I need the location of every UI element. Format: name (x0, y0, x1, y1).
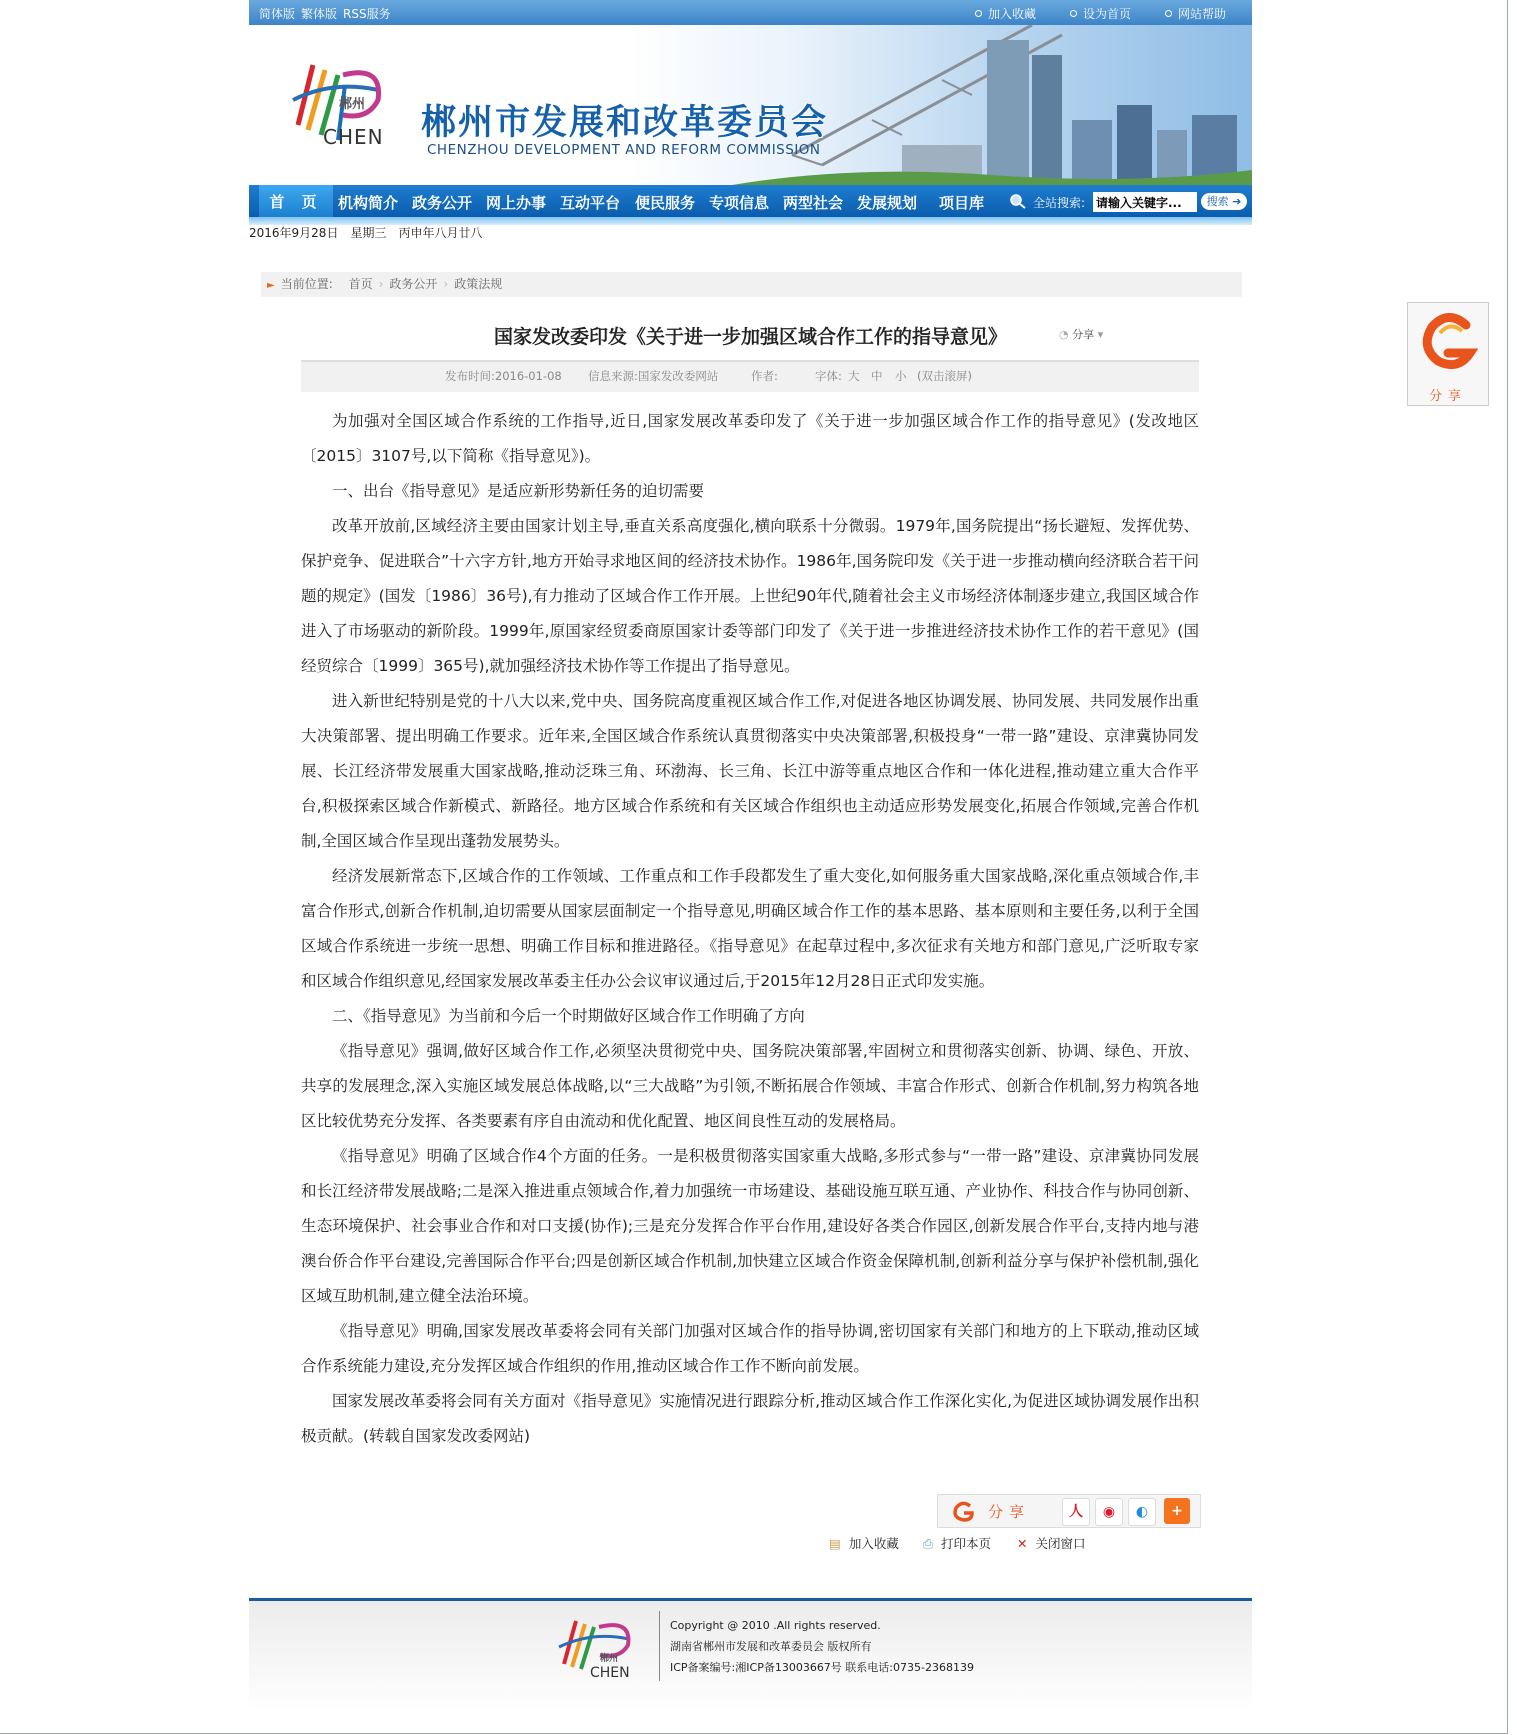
author: 作者: (751, 369, 778, 383)
breadcrumb-arrow-icon: ► (267, 280, 275, 291)
footer-owner: 湖南省郴州市发展和改革委员会 版权所有 (670, 1640, 872, 1653)
main-navigation (249, 185, 1252, 217)
date-lunar: 丙申年八月廿八 (398, 226, 483, 240)
site-help-link[interactable]: 网站帮助 (1165, 7, 1226, 21)
nav-item-convenience[interactable]: 便民服务 (635, 194, 696, 212)
breadcrumb-policy[interactable]: 政策法规 (454, 277, 503, 291)
close-window-tool[interactable] (1017, 1534, 1086, 1552)
renren-share-icon[interactable]: 人 (1062, 1498, 1090, 1526)
search-button-label: 搜索 (1206, 195, 1229, 208)
font-size-small[interactable]: 小 (895, 369, 907, 383)
floating-share-label: 分享 (1428, 389, 1467, 404)
breadcrumb-separator-icon: › (378, 277, 384, 291)
nav-item-special-info[interactable]: 专项信息 (709, 194, 770, 212)
article-paragraph: 《指导意见》明确,国家发展改革委将会同有关部门加强对区域合作的指导协调,密切国家有关部门和地方的上下联动,推动区域合作系统能力建设,充分发挥区域合作组织的作用,推动区域合作工作不断向前发展。 (301, 1322, 1199, 1375)
article-paragraph: 国家发展改革委将会同有关方面对《指导意见》实施情况进行跟踪分析,推动区域合作工作深化实化,为促进区域协调发展作出积极贡献。(转载自国家发改委网站) (301, 1392, 1199, 1445)
logo-english-text: CHEN (323, 125, 384, 149)
breadcrumb-label: 当前位置: (280, 277, 333, 291)
nav-item-online-service[interactable]: 网上办事 (486, 194, 547, 212)
site-subtitle: CHENZHOU DEVELOPMENT AND REFORM COMMISSION (427, 142, 821, 158)
nav-home[interactable]: 首 页 (259, 185, 333, 217)
date-line (249, 225, 1252, 247)
date-weekday: 星期三 (350, 226, 387, 240)
double-click-scroll-hint: (双击滚屏) (917, 369, 972, 383)
traditional-link[interactable]: 繁体版 (301, 7, 338, 21)
search-label: 全站搜索: (1033, 196, 1086, 210)
simplified-link[interactable]: 简体版 (259, 7, 296, 21)
close-window-label: 关闭窗口 (1035, 1536, 1086, 1551)
print-icon: ⎙ (923, 1536, 934, 1551)
share-logo-icon (952, 1500, 976, 1522)
search-icon (1009, 193, 1027, 209)
page-container (249, 0, 1252, 1681)
nav-item-project-library[interactable]: 项目库 (939, 194, 985, 212)
print-page-tool[interactable] (923, 1534, 991, 1552)
footer-divider (659, 1611, 660, 1681)
search-input[interactable] (1093, 192, 1197, 212)
share-logo-icon (1418, 311, 1478, 381)
article-paragraph: 进入新世纪特别是党的十八大以来,党中央、国务院高度重视区域合作工作,对促进各地区协调发展、协同发展、共同发展作出重大决策部署、提出明确工作要求。近年来,全国区域合作系统认真贯彻落实中央决策部署,积极投身“一带一路”建设、京津冀协同发展、长江经济带发展重大国家战略,推动泛珠三角、环渤海、长三角、长江中游等重点地区合作和一体化进程,推动建立重大合作平台,积极探索区域合作新模式、新路径。地方区域合作系统和有关区域合作组织也主动适应形势发展变化,拓展合作领域,完善合作机制,全国区域合作呈现出蓬勃发展势头。 (301, 692, 1199, 850)
article-paragraph: 二、《指导意见》为当前和今后一个时期做好区域合作工作明确了方向 (332, 1007, 805, 1025)
font-size-large[interactable]: 大 (848, 369, 860, 383)
close-icon: ✕ (1017, 1536, 1028, 1551)
footer-logo-icon (554, 1609, 639, 1684)
breadcrumb-separator-icon: › (443, 277, 449, 291)
more-share-button[interactable]: + (1164, 1498, 1190, 1524)
footer-copyright: Copyright @ 2010 .All rights reserved. (670, 1619, 881, 1632)
logo-chinese-text: 郴州 (339, 97, 366, 112)
article-paragraph: 一、出台《指导意见》是适应新形势新任务的迫切需要 (332, 482, 705, 500)
article-paragraph: 改革开放前,区域经济主要由国家计划主导,垂直关系高度强化,横向联系十分微弱。1979年,国务院提出“扬长避短、发挥优势、保护竞争、促进联合”十六字方针,地方开始寻求地区间的经济技术协作。1986年,国务院印发《关于进一步推动横向经济联合若干问题的规定》(国发〔1986〕36号),有力推动了区域合作工作开展。上世纪90年代,随着社会主义市场经济体制逐步建立,我国区域合作进入了市场驱动的新阶段。1999年,原国家经贸委商原国家计委等部门印发了《关于进一步推进经济技术协作工作的若干意见》(国经贸综合〔1999〕365号),就加强经济技术协作等工作提出了指导意见。 (301, 517, 1199, 675)
nav-item-planning[interactable]: 发展规划 (857, 194, 918, 212)
footer-icp: ICP备案编号:湘ICP备13003667号 联系电话:0735-2368139 (670, 1661, 974, 1674)
nav-item-gov-affairs[interactable]: 政务公开 (412, 194, 473, 212)
share-dropdown-label: 分享 (1072, 328, 1095, 341)
tencent-share-icon[interactable]: ◐ (1128, 1498, 1156, 1526)
weibo-share-icon[interactable]: ◉ (1095, 1498, 1123, 1526)
print-page-label: 打印本页 (941, 1536, 992, 1551)
top-utility-bar (249, 0, 1252, 25)
breadcrumb-home[interactable]: 首页 (348, 277, 373, 291)
nav-item-institution[interactable]: 机构简介 (338, 194, 399, 212)
add-favorite-label: 加入收藏 (848, 1536, 899, 1551)
nav-gradient-strip (249, 217, 1252, 225)
footer-logo-cn: 郴州 (600, 1654, 619, 1664)
breadcrumb (261, 272, 1242, 297)
add-favorite-tool[interactable] (829, 1534, 899, 1552)
share-label: 分享 (988, 1503, 1031, 1521)
share-toolbar (937, 1494, 1201, 1528)
header-banner (249, 25, 1252, 185)
search-button[interactable]: 搜索 ➔ (1201, 193, 1247, 210)
chevron-down-icon: ▾ (1097, 328, 1104, 341)
info-source: 信息来源:国家发改委网站 (588, 369, 719, 383)
article-paragraph: 为加强对全国区域合作系统的工作指导,近日,国家发展改革委印发了《关于进一步加强区域合作工作的指导意见》(发改地区〔2015〕3107号,以下简称《指导意见》)。 (301, 412, 1199, 465)
site-title: 郴州市发展和改革委员会 (421, 103, 829, 143)
article-meta (301, 360, 1199, 392)
footer-logo-en: CHEN (590, 1665, 630, 1681)
date-gregorian: 2016年9月28日 (249, 226, 339, 240)
article-paragraph: 《指导意见》强调,做好区域合作工作,必须坚决贯彻党中央、国务院决策部署,牢固树立和贯彻落实创新、协调、绿色、开放、共享的发展理念,深入实施区域发展总体战略,以“三大战略”为引领,不断拓展合作领域、丰富合作形式、创新合作机制,努力构筑各地区比较优势充分发挥、各类要素有序自由流动和优化配置、地区间良性互动的发展格局。 (301, 1042, 1199, 1130)
nav-item-interaction[interactable]: 互动平台 (560, 194, 621, 212)
set-homepage-link[interactable]: 设为首页 (1070, 7, 1131, 21)
footer (249, 1598, 1252, 1711)
font-size-medium[interactable]: 中 (871, 369, 883, 383)
publish-date: 发布时间:2016-01-08 (445, 369, 562, 383)
breadcrumb-gov-affairs[interactable]: 政务公开 (389, 277, 438, 291)
favorite-folder-icon: ▤ (829, 1536, 841, 1551)
article-paragraph: 《指导意见》明确了区域合作4个方面的任务。一是积极贯彻落实国家重大战略,多形式参与“一带一路”建设、京津冀协同发展和长江经济带发展战略;二是深入推进重点领域合作,着力加强统一市场建设、基础设施互联互通、产业协作、科技合作与协同创新、生态环境保护、社会事业合作和对口支援(协作);三是充分发挥合作平台作用,建设好各类合作园区,创新发展合作平台,支持内地与港澳台侨合作平台建设,完善国际合作平台;四是创新区域合作机制,加快建立区域合作资金保障机制,创新利益分享与保护补偿机制,强化区域互助机制,建立健全法治环境。 (301, 1147, 1199, 1305)
font-size-label: 字体: (815, 369, 842, 383)
floating-share-button[interactable] (1407, 302, 1489, 406)
article-paragraph: 经济发展新常态下,区域合作的工作领域、工作重点和工作手段都发生了重大变化,如何服务重大国家战略,深化重点领域合作,丰富合作形式,创新合作机制,迫切需要从国家层面制定一个指导意见,明确区域合作工作的基本思路、基本原则和主要任务,以利于全国区域合作系统进一步统一思想、明确工作目标和推进路径。《指导意见》在起草过程中,多次征求有关地方和部门意见,广泛听取专家和区域合作组织意见,经国家发展改革委主任办公会议审议通过后,于2015年12月28日正式印发实施。 (301, 867, 1199, 990)
article-title: 国家发改委印发《关于进一步加强区域合作工作的指导意见》 (493, 326, 1007, 348)
footer-text (670, 1615, 974, 1678)
rss-link[interactable]: RSS服务 (343, 7, 391, 21)
share-dropdown[interactable] (1059, 326, 1103, 342)
nav-item-two-type-society[interactable]: 两型社会 (783, 194, 844, 212)
article-body (301, 404, 1199, 1454)
share-spinner-icon: ◔ (1059, 328, 1069, 341)
add-favorite-link[interactable]: 加入收藏 (975, 7, 1036, 21)
